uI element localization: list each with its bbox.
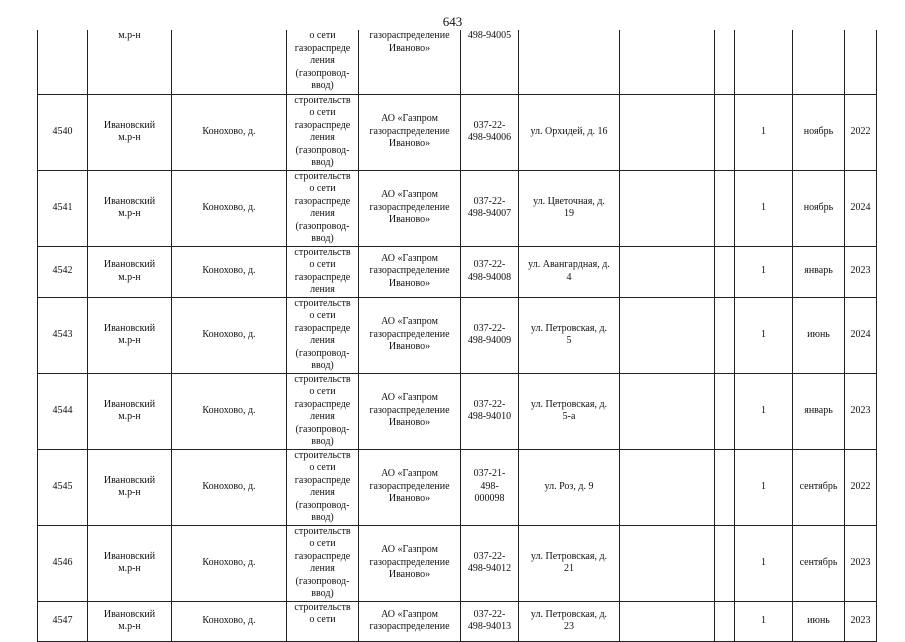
cell-code: 037-22- 498-94008 (461, 246, 519, 297)
cell-work: строительств о сети газораспреде ления (287, 246, 359, 297)
cell-empty (620, 525, 715, 601)
gasification-table (37, 30, 877, 642)
cell-work: строительств о сети газораспреде ления (газопровод- ввод) (287, 94, 359, 170)
cell-empty (715, 601, 735, 641)
cell-num: 4540 (38, 94, 88, 170)
cell-empty (620, 94, 715, 170)
cell-org: АО «Газпром газораспределение Иваново» (359, 246, 461, 297)
cell-district: м.р-н (88, 30, 172, 94)
cell-qty: 1 (735, 449, 793, 525)
cell-empty (715, 525, 735, 601)
table-row (38, 170, 877, 246)
table-row (38, 246, 877, 297)
cell-qty: 1 (735, 170, 793, 246)
table-row (38, 373, 877, 449)
cell-qty: 1 (735, 525, 793, 601)
cell-empty (620, 170, 715, 246)
cell-empty (620, 30, 715, 94)
cell-qty: 1 (735, 601, 793, 641)
cell-locality: Конохово, д. (172, 170, 287, 246)
cell-code: 037-22- 498-94009 (461, 297, 519, 373)
cell-empty (620, 373, 715, 449)
cell-month: ноябрь (793, 170, 845, 246)
cell-year: 2023 (845, 373, 877, 449)
cell-month: январь (793, 246, 845, 297)
cell-district: Ивановский м.р-н (88, 170, 172, 246)
cell-empty (715, 373, 735, 449)
cell-district: Ивановский м.р-н (88, 246, 172, 297)
cell-address: ул. Петровская, д. 23 (519, 601, 620, 641)
cell-qty: 1 (735, 94, 793, 170)
cell-month (793, 30, 845, 94)
cell-code: 037-22- 498-94006 (461, 94, 519, 170)
cell-address (519, 30, 620, 94)
gasification-table-wrapper (37, 30, 876, 632)
cell-qty: 1 (735, 297, 793, 373)
cell-work: строительств о сети газораспреде ления (газопровод- ввод) (287, 373, 359, 449)
cell-locality (172, 30, 287, 94)
cell-locality: Конохово, д. (172, 246, 287, 297)
cell-district: Ивановский м.р-н (88, 449, 172, 525)
cell-year: 2023 (845, 601, 877, 641)
table-body (38, 30, 877, 641)
table-row (38, 297, 877, 373)
cell-num: 4544 (38, 373, 88, 449)
cell-work: строительств о сети газораспреде ления (газопровод- ввод) (287, 525, 359, 601)
cell-work: строительств о сети газораспреде ления (газопровод- ввод) (287, 170, 359, 246)
cell-org: АО «Газпром газораспределение Иваново» (359, 449, 461, 525)
cell-district: Ивановский м.р-н (88, 297, 172, 373)
cell-empty (715, 449, 735, 525)
cell-num: 4545 (38, 449, 88, 525)
cell-code: 037-22- 498-94007 (461, 170, 519, 246)
cell-year: 2022 (845, 449, 877, 525)
cell-empty (620, 601, 715, 641)
cell-org: газораспределение Иваново» (359, 30, 461, 94)
cell-year: 2022 (845, 94, 877, 170)
cell-address: ул. Авангардная, д. 4 (519, 246, 620, 297)
cell-code: 037-22- 498-94012 (461, 525, 519, 601)
cell-month: январь (793, 373, 845, 449)
cell-district: Ивановский м.р-н (88, 373, 172, 449)
cell-locality: Конохово, д. (172, 373, 287, 449)
cell-code: 498-94005 (461, 30, 519, 94)
table-row (38, 94, 877, 170)
table-row (38, 601, 877, 641)
cell-month: сентябрь (793, 525, 845, 601)
cell-empty (715, 30, 735, 94)
cell-org: АО «Газпром газораспределение Иваново» (359, 94, 461, 170)
cell-code: 037-22- 498-94013 (461, 601, 519, 641)
table-row-partial (38, 30, 877, 94)
cell-month: июнь (793, 601, 845, 641)
cell-year: 2023 (845, 246, 877, 297)
cell-num (38, 30, 88, 94)
cell-month: ноябрь (793, 94, 845, 170)
cell-year: 2023 (845, 525, 877, 601)
cell-empty (715, 246, 735, 297)
cell-address: ул. Петровская, д. 5-а (519, 373, 620, 449)
cell-year: 2024 (845, 297, 877, 373)
cell-month: июнь (793, 297, 845, 373)
table-row (38, 449, 877, 525)
cell-work: строительств о сети газораспреде ления (газопровод- ввод) (287, 297, 359, 373)
cell-address: ул. Цветочная, д. 19 (519, 170, 620, 246)
cell-empty (715, 297, 735, 373)
table-row (38, 525, 877, 601)
cell-locality: Конохово, д. (172, 297, 287, 373)
cell-work: о сети газораспреде ления (газопровод- ввод) (287, 30, 359, 94)
cell-org: АО «Газпром газораспределение Иваново» (359, 525, 461, 601)
cell-qty: 1 (735, 373, 793, 449)
cell-qty: 1 (735, 246, 793, 297)
cell-empty (620, 449, 715, 525)
cell-address: ул. Петровская, д. 5 (519, 297, 620, 373)
cell-empty (715, 94, 735, 170)
cell-num: 4543 (38, 297, 88, 373)
cell-org: АО «Газпром газораспределение Иваново» (359, 297, 461, 373)
cell-address: ул. Роз, д. 9 (519, 449, 620, 525)
cell-org: АО «Газпром газораспределение Иваново» (359, 373, 461, 449)
cell-work: строительств о сети (287, 601, 359, 641)
cell-org: АО «Газпром газораспределение (359, 601, 461, 641)
cell-locality: Конохово, д. (172, 525, 287, 601)
cell-empty (715, 170, 735, 246)
cell-work: строительств о сети газораспреде ления (газопровод- ввод) (287, 449, 359, 525)
cell-locality: Конохово, д. (172, 449, 287, 525)
cell-num: 4547 (38, 601, 88, 641)
cell-empty (620, 297, 715, 373)
cell-num: 4546 (38, 525, 88, 601)
cell-code: 037-22- 498-94010 (461, 373, 519, 449)
page-number: 643 (442, 14, 463, 29)
cell-address: ул. Петровская, д. 21 (519, 525, 620, 601)
cell-district: Ивановский м.р-н (88, 601, 172, 641)
cell-district: Ивановский м.р-н (88, 525, 172, 601)
cell-code: 037-21- 498- 000098 (461, 449, 519, 525)
cell-empty (620, 246, 715, 297)
cell-locality: Конохово, д. (172, 601, 287, 641)
cell-district: Ивановский м.р-н (88, 94, 172, 170)
cell-num: 4541 (38, 170, 88, 246)
cell-address: ул. Орхидей, д. 16 (519, 94, 620, 170)
cell-locality: Конохово, д. (172, 94, 287, 170)
cell-org: АО «Газпром газораспределение Иваново» (359, 170, 461, 246)
cell-year (845, 30, 877, 94)
cell-year: 2024 (845, 170, 877, 246)
cell-qty (735, 30, 793, 94)
cell-month: сентябрь (793, 449, 845, 525)
cell-num: 4542 (38, 246, 88, 297)
